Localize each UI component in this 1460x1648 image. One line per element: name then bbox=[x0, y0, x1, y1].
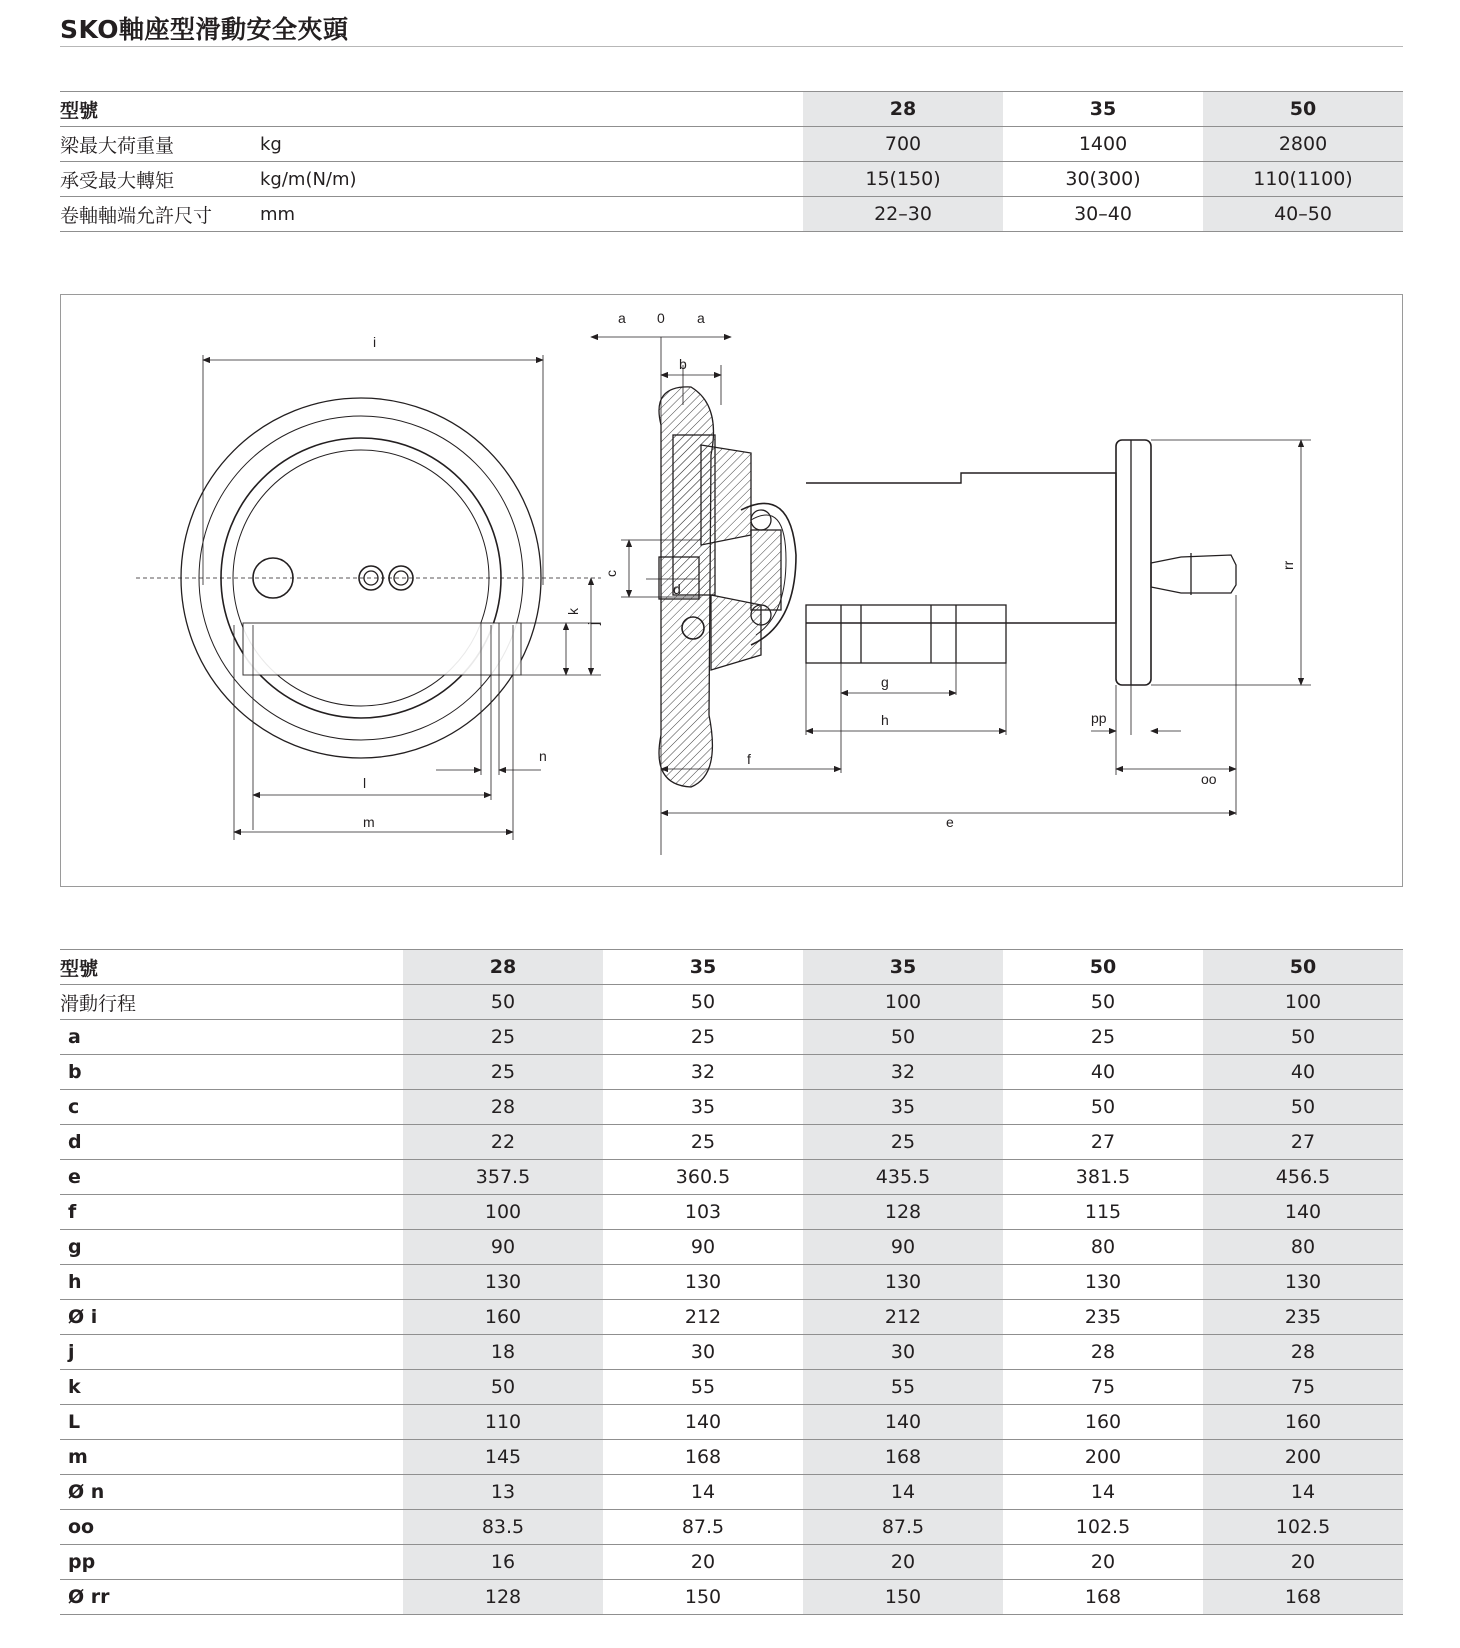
spec-cell: 15(150) bbox=[803, 162, 1003, 197]
dim-cell: 102.5 bbox=[1203, 1510, 1403, 1545]
dim-cell: 22 bbox=[403, 1125, 603, 1160]
dim-row bbox=[60, 1510, 1403, 1545]
dim-row bbox=[60, 1370, 1403, 1405]
dim-cell: 100 bbox=[1203, 985, 1403, 1020]
dim-cell: 50 bbox=[603, 985, 803, 1020]
spec-cell: 40–50 bbox=[1203, 197, 1403, 232]
dim-cell: 200 bbox=[1003, 1440, 1203, 1475]
dim-row-code: pp bbox=[60, 1545, 403, 1580]
dim-row-code: d bbox=[60, 1125, 403, 1160]
dim-label-a-right: a bbox=[697, 310, 705, 326]
dim-cell: 28 bbox=[1003, 1335, 1203, 1370]
dim-cell: 14 bbox=[1203, 1475, 1403, 1510]
dim-row-code: Ø i bbox=[60, 1300, 403, 1335]
dim-cell: 140 bbox=[1203, 1195, 1403, 1230]
dim-label-i: i bbox=[373, 334, 377, 350]
dim-cell: 168 bbox=[1203, 1580, 1403, 1615]
spec-cell: 22–30 bbox=[803, 197, 1003, 232]
page-title: SKO軸座型滑動安全夾頭 bbox=[60, 15, 349, 44]
dim-cell: 360.5 bbox=[603, 1160, 803, 1195]
dim-cell: 235 bbox=[1203, 1300, 1403, 1335]
dim-cell: 87.5 bbox=[603, 1510, 803, 1545]
dim-cell: 100 bbox=[403, 1195, 603, 1230]
dim-cell: 168 bbox=[603, 1440, 803, 1475]
dim-row-code: c bbox=[60, 1090, 403, 1125]
dim-cell: 40 bbox=[1203, 1055, 1403, 1090]
dim-cell: 160 bbox=[1003, 1405, 1203, 1440]
dim-cell: 18 bbox=[403, 1335, 603, 1370]
dim-cell: 25 bbox=[1003, 1020, 1203, 1055]
dim-label-m: m bbox=[363, 814, 375, 830]
dim-cell: 50 bbox=[403, 1370, 603, 1405]
dim-header-label: 型號 bbox=[60, 950, 403, 985]
dim-cell: 435.5 bbox=[803, 1160, 1003, 1195]
dim-cell: 30 bbox=[603, 1335, 803, 1370]
dim-row-code: L bbox=[60, 1405, 403, 1440]
dim-label-f: f bbox=[747, 751, 751, 767]
dim-cell: 14 bbox=[1003, 1475, 1203, 1510]
dim-cell: 90 bbox=[803, 1230, 1003, 1265]
dim-model-col-4: 50 bbox=[1003, 950, 1203, 985]
dim-cell: 25 bbox=[403, 1055, 603, 1090]
dim-row-code: oo bbox=[60, 1510, 403, 1545]
dim-cell: 30 bbox=[803, 1335, 1003, 1370]
dimensions-table bbox=[60, 949, 1403, 1615]
spec-table bbox=[60, 91, 1403, 232]
dim-cell: 25 bbox=[603, 1020, 803, 1055]
dim-model-col-1: 28 bbox=[403, 950, 603, 985]
spec-row-unit: kg/m(N/m) bbox=[260, 162, 803, 197]
dim-cell: 160 bbox=[1203, 1405, 1403, 1440]
dim-cell: 130 bbox=[803, 1265, 1003, 1300]
dim-cell: 130 bbox=[1203, 1265, 1403, 1300]
spec-row-label: 卷軸軸端允許尺寸 bbox=[60, 197, 260, 232]
dim-cell: 90 bbox=[403, 1230, 603, 1265]
spec-row-max-torque bbox=[60, 162, 1403, 197]
dim-cell: 32 bbox=[603, 1055, 803, 1090]
dim-cell: 35 bbox=[603, 1090, 803, 1125]
front-view bbox=[136, 355, 601, 840]
dim-model-col-5: 50 bbox=[1203, 950, 1403, 985]
dim-cell: 75 bbox=[1003, 1370, 1203, 1405]
dim-cell: 456.5 bbox=[1203, 1160, 1403, 1195]
dim-cell: 150 bbox=[603, 1580, 803, 1615]
dim-cell: 28 bbox=[1203, 1335, 1403, 1370]
dim-cell: 27 bbox=[1003, 1125, 1203, 1160]
dim-row-code: b bbox=[60, 1055, 403, 1090]
dim-cell: 110 bbox=[403, 1405, 603, 1440]
dim-cell: 14 bbox=[803, 1475, 1003, 1510]
dim-cell: 140 bbox=[803, 1405, 1003, 1440]
dim-row bbox=[60, 1440, 1403, 1475]
spec-model-col-2: 35 bbox=[1003, 92, 1203, 127]
dim-label-h: h bbox=[881, 712, 889, 728]
dim-cell: 27 bbox=[1203, 1125, 1403, 1160]
dim-cell: 50 bbox=[1203, 1020, 1403, 1055]
dim-cell: 80 bbox=[1203, 1230, 1403, 1265]
dim-label-g: g bbox=[881, 674, 889, 690]
dim-cell: 128 bbox=[803, 1195, 1003, 1230]
drawing-svg bbox=[61, 295, 1404, 888]
dim-cell: 212 bbox=[603, 1300, 803, 1335]
technical-drawing bbox=[60, 294, 1403, 887]
dim-row bbox=[60, 1335, 1403, 1370]
dim-cell: 150 bbox=[803, 1580, 1003, 1615]
dim-model-col-2: 35 bbox=[603, 950, 803, 985]
dim-cell: 115 bbox=[1003, 1195, 1203, 1230]
dim-cell: 212 bbox=[803, 1300, 1003, 1335]
dim-cell: 14 bbox=[603, 1475, 803, 1510]
dim-row bbox=[60, 1230, 1403, 1265]
dim-cell: 35 bbox=[803, 1090, 1003, 1125]
dim-cell: 50 bbox=[1003, 985, 1203, 1020]
dim-cell: 130 bbox=[603, 1265, 803, 1300]
dim-row bbox=[60, 1580, 1403, 1615]
dim-cell: 13 bbox=[403, 1475, 603, 1510]
dim-label-c: c bbox=[603, 570, 619, 577]
dim-cell: 200 bbox=[1203, 1440, 1403, 1475]
spec-cell: 30(300) bbox=[1003, 162, 1203, 197]
dim-row bbox=[60, 1125, 1403, 1160]
spec-row-max-load bbox=[60, 127, 1403, 162]
dim-row-code: a bbox=[60, 1020, 403, 1055]
dim-cell: 50 bbox=[1003, 1090, 1203, 1125]
dim-cell: 168 bbox=[1003, 1580, 1203, 1615]
dim-cell: 381.5 bbox=[1003, 1160, 1203, 1195]
dim-cell: 100 bbox=[803, 985, 1003, 1020]
dim-row bbox=[60, 1160, 1403, 1195]
dim-row-code: f bbox=[60, 1195, 403, 1230]
spec-row-label: 梁最大荷重量 bbox=[60, 127, 260, 162]
dim-stroke-row bbox=[60, 985, 1403, 1020]
spec-header-row bbox=[60, 92, 1403, 127]
dim-row-code: e bbox=[60, 1160, 403, 1195]
spec-cell: 1400 bbox=[1003, 127, 1203, 162]
dim-cell: 140 bbox=[603, 1405, 803, 1440]
dim-row bbox=[60, 1475, 1403, 1510]
dim-label-d: d bbox=[673, 581, 681, 597]
dim-cell: 87.5 bbox=[803, 1510, 1003, 1545]
dim-label-e: e bbox=[946, 814, 954, 830]
spec-cell: 700 bbox=[803, 127, 1003, 162]
dim-cell: 20 bbox=[1003, 1545, 1203, 1580]
dim-header-row bbox=[60, 950, 1403, 985]
dim-label-l: l bbox=[363, 775, 367, 791]
dim-cell: 130 bbox=[1003, 1265, 1203, 1300]
dim-cell: 75 bbox=[1203, 1370, 1403, 1405]
dim-cell: 50 bbox=[1203, 1090, 1403, 1125]
dim-row-code: j bbox=[60, 1335, 403, 1370]
dim-cell: 20 bbox=[803, 1545, 1003, 1580]
dim-stroke-label: 滑動行程 bbox=[60, 985, 403, 1020]
spec-model-col-1: 28 bbox=[803, 92, 1003, 127]
dim-row bbox=[60, 1300, 1403, 1335]
dim-cell: 357.5 bbox=[403, 1160, 603, 1195]
dim-row-code: m bbox=[60, 1440, 403, 1475]
dim-cell: 90 bbox=[603, 1230, 803, 1265]
dim-row bbox=[60, 1195, 1403, 1230]
dim-label-n: n bbox=[539, 748, 547, 764]
dim-cell: 80 bbox=[1003, 1230, 1203, 1265]
dim-label-b: b bbox=[679, 356, 687, 372]
dim-cell: 83.5 bbox=[403, 1510, 603, 1545]
dim-row bbox=[60, 1265, 1403, 1300]
dim-cell: 25 bbox=[403, 1020, 603, 1055]
dim-cell: 32 bbox=[803, 1055, 1003, 1090]
dim-cell: 25 bbox=[603, 1125, 803, 1160]
dim-cell: 160 bbox=[403, 1300, 603, 1335]
dim-label-oo: oo bbox=[1201, 771, 1217, 787]
dim-label-j: j bbox=[585, 621, 601, 625]
dim-cell: 25 bbox=[803, 1125, 1003, 1160]
dim-cell: 55 bbox=[803, 1370, 1003, 1405]
dim-row bbox=[60, 1020, 1403, 1055]
dim-cell: 55 bbox=[603, 1370, 803, 1405]
dim-model-col-3: 35 bbox=[803, 950, 1003, 985]
spec-model-col-3: 50 bbox=[1203, 92, 1403, 127]
dim-cell: 103 bbox=[603, 1195, 803, 1230]
spec-header-label: 型號 bbox=[60, 92, 260, 127]
dim-cell: 128 bbox=[403, 1580, 603, 1615]
dim-row-code: h bbox=[60, 1265, 403, 1300]
dim-label-zero: 0 bbox=[657, 310, 665, 326]
spec-row-unit: kg bbox=[260, 127, 803, 162]
dim-cell: 20 bbox=[1203, 1545, 1403, 1580]
dim-cell: 28 bbox=[403, 1090, 603, 1125]
spec-row-label: 承受最大轉矩 bbox=[60, 162, 260, 197]
spec-cell: 2800 bbox=[1203, 127, 1403, 162]
dim-row bbox=[60, 1405, 1403, 1440]
dim-row bbox=[60, 1090, 1403, 1125]
dim-cell: 102.5 bbox=[1003, 1510, 1203, 1545]
dim-row bbox=[60, 1055, 1403, 1090]
dim-row-code: k bbox=[60, 1370, 403, 1405]
dim-cell: 130 bbox=[403, 1265, 603, 1300]
dim-label-rr: rr bbox=[1280, 560, 1296, 570]
spec-row-unit: mm bbox=[260, 197, 803, 232]
dim-cell: 40 bbox=[1003, 1055, 1203, 1090]
dim-cell: 235 bbox=[1003, 1300, 1203, 1335]
dim-row bbox=[60, 1545, 1403, 1580]
dim-cell: 145 bbox=[403, 1440, 603, 1475]
dim-cell: 168 bbox=[803, 1440, 1003, 1475]
spec-cell: 30–40 bbox=[1003, 197, 1203, 232]
dim-row-code: Ø n bbox=[60, 1475, 403, 1510]
dim-label-pp: pp bbox=[1091, 710, 1107, 726]
dim-cell: 20 bbox=[603, 1545, 803, 1580]
spec-row-shaft-size bbox=[60, 197, 1403, 232]
dim-label-a-left: a bbox=[618, 310, 626, 326]
dim-cell: 50 bbox=[403, 985, 603, 1020]
title-divider bbox=[60, 46, 1403, 47]
dim-row-code: g bbox=[60, 1230, 403, 1265]
dim-cell: 50 bbox=[803, 1020, 1003, 1055]
dim-label-k: k bbox=[565, 608, 581, 615]
dim-cell: 16 bbox=[403, 1545, 603, 1580]
dim-row-code: Ø rr bbox=[60, 1580, 403, 1615]
spec-cell: 110(1100) bbox=[1203, 162, 1403, 197]
